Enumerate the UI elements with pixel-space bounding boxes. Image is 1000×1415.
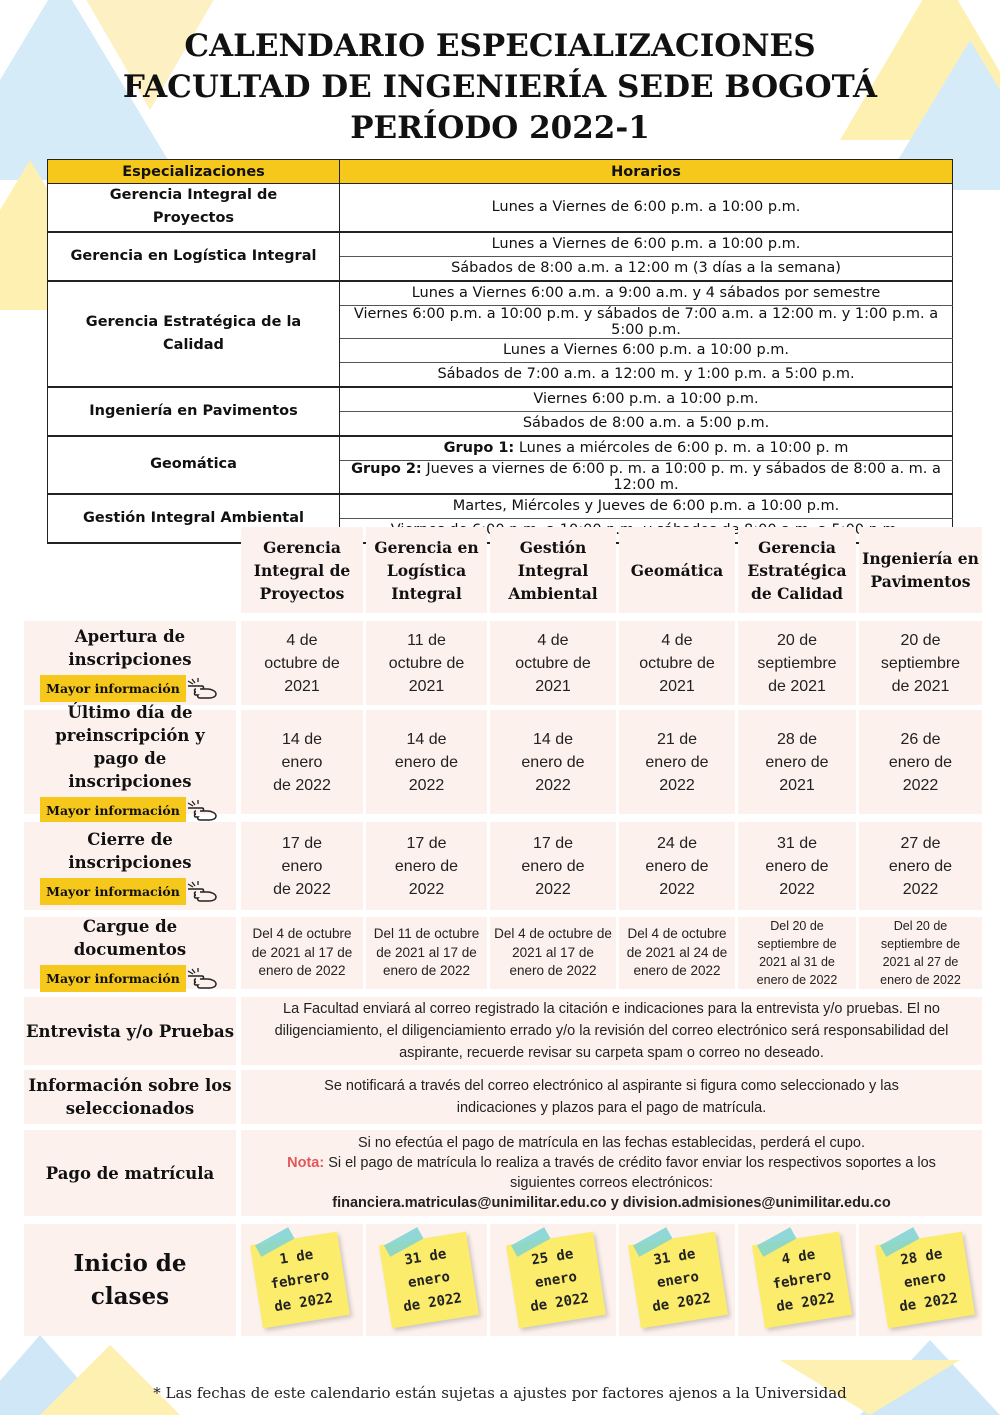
sticky-text: 31 de enero de 2022 — [651, 1245, 712, 1315]
row-label-pago — [24, 1130, 236, 1216]
date-cell: 28 de enero de 2021 — [738, 710, 856, 814]
schedule-hours: Viernes 6:00 p.m. a 10:00 p.m. — [340, 387, 953, 412]
footer-disclaimer: * Las fechas de este calendario están sujetas a ajustes por factores ajenos a la Universidad — [153, 1384, 847, 1402]
sticky-text: 28 de enero de 2022 — [898, 1245, 959, 1315]
title-line: PERÍODO 2022-1 — [350, 110, 650, 146]
start-date-sticky — [250, 1232, 350, 1329]
period-cell: Del 4 de octubre de 2021 al 17 de enero de 2022 — [241, 917, 363, 989]
row-label-text: clases — [90, 1283, 170, 1310]
payment-warning: Si no efectúa el pago de matrícula en las fechas establecidas, perderá el cupo. — [357, 1135, 865, 1151]
schedule-table — [47, 159, 953, 544]
row-label-inicio — [24, 1224, 236, 1336]
contact-emails: financiera.matriculas@unimilitar.edu.co y division.admisiones@unimilitar.edu.co — [332, 1195, 891, 1211]
period-cell: Del 20 de septiembre de 2021 al 27 de enero de 2022 — [859, 917, 982, 989]
date-cell: 20 de septiembre de 2021 — [859, 621, 982, 705]
more-info-label: Mayor información — [40, 965, 186, 992]
period-cell: Del 11 de octubre de 2021 al 17 de enero de 2022 — [366, 917, 487, 989]
schedule-hours — [340, 460, 953, 494]
note-label: Nota: — [287, 1155, 325, 1171]
specialization-name: Gerencia en Logística Integral — [48, 232, 340, 281]
schedule-hours: Lunes a Viernes 6:00 p.m. a 10:00 p.m. — [340, 338, 953, 362]
schedule-hours: Lunes a Viernes de 6:00 p.m. a 10:00 p.m. — [340, 232, 953, 257]
row-label-text: Entrevista y/o Pruebas — [25, 1021, 235, 1041]
column-header: Ingeniería en Pavimentos — [859, 527, 982, 613]
pointing-hand-icon — [186, 677, 220, 699]
date-cell: 14 de enero de 2022 — [241, 710, 363, 814]
date-cell: 17 de enero de 2022 — [366, 822, 487, 910]
info-cell: Se notificará a través del correo electrónico al aspirante si figura como seleccionado y las indicaciones y plazos para el pago de matrícula. — [241, 1070, 982, 1124]
row-label-cierre — [24, 822, 236, 910]
schedule-hours — [340, 436, 953, 461]
column-header: Gerencia Estratégica de Calidad — [738, 527, 856, 613]
pointing-hand-icon — [186, 880, 220, 902]
sticky-text: 31 de enero de 2022 — [402, 1245, 463, 1315]
row-label-ultimo-dia — [24, 702, 236, 818]
start-date-sticky — [875, 1232, 975, 1329]
info-cell: La Facultad enviará al correo registrado la citación e indicaciones para la entrevista y/o pruebas. El no diligenciamiento, el diligenciamiento errado y/o la revisión del correo electrónico será responsabilidad del aspirante, recuerde revisar su carpeta spam o correo no deseado. — [241, 997, 982, 1065]
more-info-button[interactable] — [40, 878, 220, 905]
start-date-sticky — [379, 1232, 479, 1329]
row-label-text: Apertura de inscripciones — [68, 626, 192, 669]
date-cell: 21 de enero de 2022 — [619, 710, 735, 814]
period-cell: Del 20 de septiembre de 2021 al 31 de enero de 2022 — [738, 917, 856, 989]
info-cell — [241, 1130, 982, 1216]
date-cell: 20 de septiembre de 2021 — [738, 621, 856, 705]
date-cell: 14 de enero de 2022 — [366, 710, 487, 814]
note-text: Si el pago de matrícula lo realiza a través de crédito favor enviar los respectivos soportes a los siguientes correos electrónicos: — [324, 1155, 936, 1191]
pointing-hand-icon — [186, 799, 220, 821]
start-date-sticky — [506, 1232, 606, 1329]
more-info-label: Mayor información — [40, 797, 186, 824]
row-label-text: Información sobre los seleccionados — [28, 1076, 232, 1118]
specialization-name: Gerencia Estratégica de la Calidad — [48, 281, 340, 387]
schedule-hours: Lunes a Viernes de 6:00 p.m. a 10:00 p.m. — [340, 184, 953, 232]
schedule-hours: 6:00 — [340, 518, 953, 543]
column-header: Gestión Integral Ambiental — [490, 527, 616, 613]
more-info-label: Mayor información — [40, 878, 186, 905]
row-label-cargue — [24, 917, 236, 989]
group-label: Grupo 2: — [351, 460, 422, 477]
date-cell: 17 de enero de 2022 — [490, 822, 616, 910]
date-cell: 31 de enero de 2022 — [738, 822, 856, 910]
column-header: Gerencia Integral de Proyectos — [241, 527, 363, 613]
date-cell: 4 de octubre de 2021 — [241, 621, 363, 705]
schedule-hours: Sábados de 8:00 a.m. a 5:00 p.m. — [340, 411, 953, 436]
specialization-name: Geomática — [48, 436, 340, 494]
schedule-hours: Martes, Miércoles y Jueves de 6:00 p.m. a 10:00 p.m. — [340, 494, 953, 519]
more-info-button[interactable] — [40, 797, 220, 824]
start-date-sticky — [628, 1232, 728, 1329]
payment-note — [265, 1153, 958, 1193]
row-label-seleccionados — [24, 1070, 236, 1124]
row-label-text: Inicio de — [73, 1250, 187, 1277]
schedule-hours: Sábados de 7:00 a.m. a 12:00 m. y 1:00 p.m. a 5:00 p.m. — [340, 362, 953, 387]
date-cell: 4 de octubre de 2021 — [619, 621, 735, 705]
date-cell: 11 de octubre de 2021 — [366, 621, 487, 705]
schedule-header: Horarios — [340, 160, 953, 184]
more-info-label: Mayor información — [40, 675, 186, 702]
period-cell: Del 4 de octubre de 2021 al 17 de enero de 2022 — [490, 917, 616, 989]
sticky-text: 25 de enero de 2022 — [529, 1245, 590, 1315]
column-header: Geomática — [619, 527, 735, 613]
sticky-text: 4 de febrero de 2022 — [771, 1246, 836, 1315]
row-label-apertura — [24, 621, 236, 705]
more-info-button[interactable] — [40, 675, 220, 702]
row-label-text: Cierre de inscripciones — [68, 829, 192, 872]
page-title — [0, 26, 1000, 149]
specialization-name: Gestión Integral Ambiental — [48, 494, 340, 543]
group-label: Grupo 1: — [443, 440, 515, 456]
more-info-button[interactable] — [40, 965, 220, 992]
row-label-text: Pago de matrícula — [45, 1163, 215, 1183]
date-cell: 24 de enero de 2022 — [619, 822, 735, 910]
date-cell: 4 de octubre de 2021 — [490, 621, 616, 705]
row-label-entrevista — [24, 997, 236, 1065]
period-cell: Del 4 de octubre de 2021 al 24 de enero de 2022 — [619, 917, 735, 989]
date-cell: 27 de enero de 2022 — [859, 822, 982, 910]
date-cell: 17 de enero de 2022 — [241, 822, 363, 910]
specialization-name: Ingeniería en Pavimentos — [48, 387, 340, 436]
schedule-hours: Lunes a Viernes 6:00 a.m. a 9:00 a.m. y 4 sábados por semestre — [340, 281, 953, 306]
schedule-header: Especializaciones — [48, 160, 340, 184]
sticky-text: 1 de febrero de 2022 — [269, 1246, 334, 1315]
pointing-hand-icon — [186, 967, 220, 989]
specialization-name: Gerencia Integral de Proyectos — [48, 184, 340, 232]
group-hours: Lunes a miércoles de 6:00 p. m. a 10:00 p. m — [514, 440, 849, 456]
group-hours: Jueves a viernes de 6:00 p. m. a 10:00 p. m. y sábados de 8:00 a. m. a 12:00 m. — [421, 460, 941, 493]
row-label-text: Último día de preinscripción y pago de inscripciones — [55, 702, 205, 791]
date-cell: 26 de enero de 2022 — [859, 710, 982, 814]
title-line: CALENDARIO ESPECIALIZACIONES — [184, 28, 816, 64]
title-line: FACULTAD DE INGENIERÍA SEDE BOGOTÁ — [122, 69, 878, 105]
schedule-hours: Viernes 6:00 p.m. a 10:00 p.m. y sábados de 7:00 a.m. a 12:00 m. y 1:00 p.m. a 5:00 p.m. — [340, 305, 953, 338]
row-label-text: Cargue de documentos — [73, 916, 187, 959]
column-header: Gerencia en Logística Integral — [366, 527, 487, 613]
schedule-hours: Sábados de 8:00 a.m. a 12:00 m (3 días a la semana) — [340, 256, 953, 281]
date-cell: 14 de enero de 2022 — [490, 710, 616, 814]
decor-triangle — [40, 1345, 180, 1415]
start-date-sticky — [752, 1232, 852, 1329]
